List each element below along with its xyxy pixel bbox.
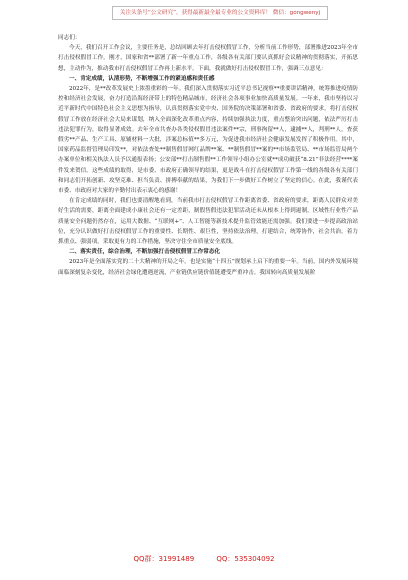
paragraph-intro: 今天，我们召开工作会议，主要任务是，总结回顾去年打击侵权假冒工作，分析当前工作形势，部署推进2023年全市打击侵权假冒工作。刚才，国家和省**部署了新一年重点工作，各级各有关部门要认真抓好会议精神的贯彻落实，开拓思想，主动作为，推动我市打击侵权假冒工作再上新水平。下面，我就做好打击侵权假冒工作，强调三点意见： xyxy=(58,45,358,72)
paragraph-2023: 2023年是全面落实党的二十大精神的开局之年，也是实施“十四五”规划承上启下的重要一年。当前，国内外发展环境面临深刻复杂变化，经济社会绿化遭遇逆流，产业链供应链价值链遭受严重冲击。我国转向高质量发展阶 xyxy=(58,259,358,276)
footer-contact xyxy=(0,554,408,564)
salutation: 同志们： xyxy=(58,35,81,41)
qq-group-label: QQ群：31991489 xyxy=(133,555,195,563)
section-heading-2: 二、落实责任，综合治理，不断加强打击侵权假冒工作常态化 xyxy=(69,249,221,256)
banner-notice: 关注头条号“公文研究”，获得最新最全最专业的公文资料库！ 微信：gongwenyj xyxy=(112,6,328,20)
section-heading-1: 一、肯定成绩，认清形势，不断增强工作的紧迫感和责任感 xyxy=(69,75,215,82)
document-body xyxy=(58,33,358,278)
paragraph-achievements: 2022年，是**改革发展史上浓墨重彩的一年。我们深入贯彻落实习近平总书记视察**重要讲话精神，统筹推进疫情防控和经济社会发展，奋力打造沿海经济带上的特色精品城市，经济社会各项事业加快高质量发展。一年来，我市坚持以习近平新时代中国特色社会主义思想为指导，认真贯彻落实党中央、国务院的决策部署和省委、省政府的要求，将打击侵权假冒工作放在经济社会大局来谋划，纳入全面深化改革重点内容，持续加强执法力度，重点整治突出问题，依法严厉打击违法犯罪行为，取得显著成效。去年全市共查办各类侵权假冒违法案件**宗，刑事拘留**人，逮捕**人，判刑**人，查获假劣**产品、生产工具、原辅材料一大批，涉案总标值**多万元，为促进我市经济社会健康发展发挥了积极作用。其中，国家药品监督管理局印发**，对依法查处**制售假冒网红品牌**案、**制售假冒**案的**市场监管局、**市场监管局两个办案单位和相关执法人员予以通报表扬；公安部**打击制售假**工作领导小组办公室就**成功破获“8.21”非法经营****案件发来贺信。这些成绩的取得，是市委、市政府正确领导的结果，更是战斗在打击侵权假冒工作第一线的各级各有关部门和同志们开拓创新、攻坚克难、担当负责、拼搏奉献的结果，为我们下一步做好工作树立了坚定的信心。在此，我谨代表市委、市政府对大家的辛勤付出表示衷心的感谢！ xyxy=(58,86,358,195)
paragraph-gaps: 在肯定成绩的同时，我们也要清醒地看到，当前我市打击侵权假冒工作距离省委、省政府的要求，距离人民群众对美好生活的需要，距离全面建成小康社会还有一定差距，制假售假违法犯罪活动还未从根本上得到遏制，区域性行业性产品质量安全问题仍然存在，运用大数据、“互联网+”、人工智能等新技术提升监管效能还需加强。我们要进一步提高政治站位，充分认识做好打击侵权假冒工作的重要性、长期性、艰巨性，坚持依法治理，打建结合，统筹协作，社会共治，着力抓重点、强弱项，采取更有力的工作措施，坚决守住全市质量安全底线。 xyxy=(58,198,358,246)
qq-number-label: QQ：535304092 xyxy=(216,555,275,563)
